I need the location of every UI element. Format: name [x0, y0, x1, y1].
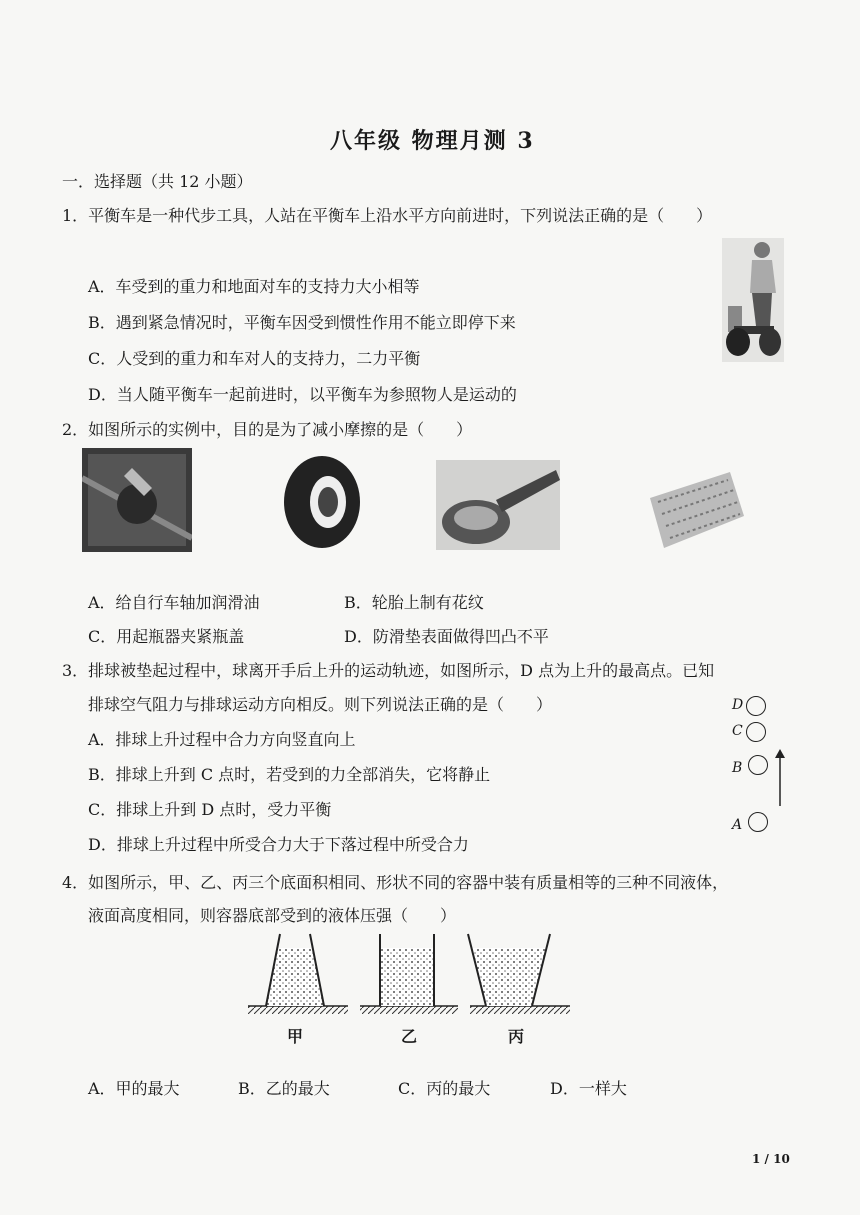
bicycle-axle-oil-photo [82, 448, 192, 552]
question-3-stem-line-1: 3．排球被垫起过程中，球离开手后上升的运动轨迹，如图所示，D 点为上升的最高点。已知 [62, 661, 715, 680]
question-3-option-b: B．排球上升到 C 点时，若受到的力全部消失，它将静止 [88, 765, 491, 784]
containers-figure [248, 930, 588, 1020]
question-2-option-c: C．用起瓶器夹紧瓶盖 [88, 627, 245, 646]
question-3-option-a: A．排球上升过程中合力方向竖直向上 [88, 730, 356, 749]
section-heading: 一．选择题（共 12 小题） [62, 172, 253, 191]
bottle-opener-photo [436, 460, 560, 550]
container-label-bing: 丙 [508, 1027, 525, 1046]
ball-at-a [748, 812, 768, 832]
question-4-option-d: D．一样大 [550, 1079, 627, 1098]
anti-slip-mat-photo [640, 468, 746, 552]
point-b-label: B [732, 760, 743, 776]
container-label-yi: 乙 [401, 1027, 418, 1046]
question-4-option-c: C．丙的最大 [398, 1079, 491, 1098]
question-1-option-b: B．遇到紧急情况时，平衡车因受到惯性作用不能立即停下来 [88, 313, 516, 332]
question-3-option-c: C．排球上升到 D 点时，受力平衡 [88, 800, 332, 819]
question-2-stem: 2．如图所示的实例中，目的是为了减小摩擦的是（ ） [62, 420, 473, 439]
question-1-option-c: C．人受到的重力和车对人的支持力，二力平衡 [88, 349, 421, 368]
question-1-stem: 1．平衡车是一种代步工具，人站在平衡车上沿水平方向前进时，下列说法正确的是（ ） [62, 206, 713, 225]
page-number: 1 / 10 [752, 1152, 790, 1166]
question-3-option-d: D．排球上升过程中所受合力大于下落过程中所受合力 [88, 835, 469, 854]
question-1-option-a: A．车受到的重力和地面对车的支持力大小相等 [88, 277, 420, 296]
question-2-option-d: D．防滑垫表面做得凹凸不平 [344, 627, 549, 646]
question-4-stem-line-2: 液面高度相同，则容器底部受到的液体压强（ ） [88, 906, 457, 925]
question-2-option-b: B．轮胎上制有花纹 [344, 593, 484, 612]
point-d-label: D [732, 697, 744, 713]
point-c-label: C [732, 723, 743, 739]
question-4-option-b: B．乙的最大 [238, 1079, 330, 1098]
ball-at-b [748, 755, 768, 775]
question-4-stem-line-1: 4．如图所示，甲、乙、丙三个底面积相同、形状不同的容器中装有质量相等的三种不同液体， [62, 873, 729, 892]
upward-arrow-icon [774, 748, 786, 808]
page-title: 八年级 物理月测 3 [330, 128, 535, 154]
point-a-label: A [732, 817, 743, 833]
question-3-stem-line-2: 排球空气阻力与排球运动方向相反。则下列说法正确的是（ ） [88, 695, 553, 714]
ball-at-d [746, 696, 766, 716]
question-4-option-a: A．甲的最大 [88, 1079, 180, 1098]
container-label-jia: 甲 [287, 1027, 304, 1046]
balance-car-photo [722, 238, 784, 362]
tire-tread-photo [280, 452, 364, 552]
question-2-option-a: A．给自行车轴加润滑油 [88, 593, 260, 612]
question-1-option-d: D．当人随平衡车一起前进时，以平衡车为参照物人是运动的 [88, 385, 517, 404]
ball-at-c [746, 722, 766, 742]
